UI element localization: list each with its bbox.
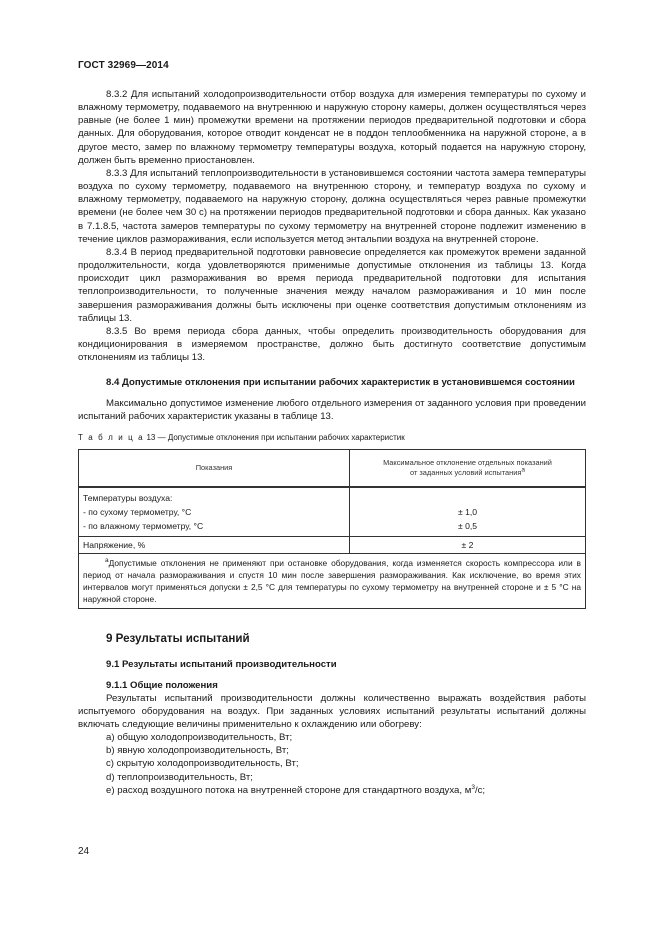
- section-9-title: 9 Результаты испытаний: [106, 631, 250, 645]
- list-item-e-text: е) расход воздушного потока на внутренней стороне для стандартного воздуха, м: [106, 784, 472, 796]
- wet-bulb-value: ± 0,5: [457, 520, 478, 531]
- table-cell-temperature-labels: [79, 487, 350, 537]
- section-9-1-1-title: 9.1.1 Общие положения: [106, 679, 218, 691]
- temperature-group-label: Температуры воздуха:: [83, 492, 173, 503]
- page-body: [78, 88, 586, 797]
- results-list: [78, 731, 586, 797]
- table-row-footnote: [79, 553, 586, 608]
- paragraph-8-3-4: 8.3.4 В период предварительной подготовки равновесие определяется как промежуток времени заданной продолжительности, когда удовлетворяются применимые допустимые отклонения из таблицы 13. Когда происходит цикл размораживания во время периода предварительной подготовки для испытания теплопроизводительности, то полученные значения между началом размораживания и 10 мин после завершения размораживания должны быть исключены при оценке соответствия допустимым отклонениям из таблицы 13.: [78, 246, 586, 324]
- page-number: 24: [78, 846, 90, 857]
- paragraph-8-3-5: 8.3.5 Во время периода сбора данных, чтобы определить производительность оборудования для кондиционирования в измеряемом пространстве, должно быть достигнуто соответствие допустимым отклонениям из таблицы 13.: [78, 325, 586, 364]
- list-item: а) общую холодопроизводительность, Вт;: [106, 732, 293, 744]
- header-line-2: [354, 468, 581, 478]
- table-13-caption: [78, 432, 586, 443]
- table-row-temperatures: [79, 487, 586, 537]
- list-item: b) явную холодопроизводительность, Вт;: [106, 745, 289, 757]
- table-footnote: [79, 553, 586, 608]
- wet-bulb-label: - по влажному термометру, °С: [83, 520, 204, 531]
- header-line-1: Максимальное отклонение отдельных показаний: [383, 457, 552, 467]
- section-8-4-title: 8.4 Допустимые отклонения при испытании рабочих характеристик в установившемся состоянии: [106, 377, 575, 389]
- table-13: [78, 449, 586, 609]
- list-item: c) скрытую холодопроизводительность, Вт;: [106, 758, 299, 770]
- list-item: d) теплопроизводительность, Вт;: [106, 771, 253, 783]
- list-item-e-tail: /с;: [474, 784, 486, 796]
- voltage-label: Напряжение, %: [79, 536, 350, 553]
- unit-superscript: 3: [471, 783, 475, 791]
- footnote-text: Допустимые отклонения не применяют при остановке оборудования, когда изменяется скорость компрессора или в период от начала размораживания и спустя 10 мин после завершения размораживания. Как исключение, во время этих интервалов могут применяться допуски ± 2,5 °С для температуры по сухому термометру на внутренней стороне и ± 5 °С на наружной стороне.: [83, 557, 581, 604]
- table-header-max-deviation: [350, 449, 586, 487]
- footnote-mark: a: [105, 556, 109, 564]
- table-header-row: [79, 449, 586, 487]
- section-9-1-title: 9.1 Результаты испытаний производительности: [106, 658, 337, 670]
- section-9-1-1-intro: Результаты испытаний производительности должны количественно выражать воздействия работы испытуемого оборудования на воздух. При заданных условиях испытаний результаты испытаний должны включать следующие величины применительно к охлаждению или обогреву:: [78, 692, 586, 730]
- section-8-4-text: Максимально допустимое изменение любого отдельного измерения от заданного условия при проведении испытаний рабочих характеристик указаны в таблице 13.: [78, 398, 586, 423]
- table-caption-prefix: Т а б л и ц а: [78, 432, 145, 442]
- paragraph-8-3-3: 8.3.3 Для испытаний теплопроизводительности в установившемся состоянии частота замера температуры воздуха по сухому термометру, подаваемого на внутреннюю сторону, и температур воздуха по сухому и влажному термометру, подаваемого на наружную сторону, должна осуществляться через равные промежутки времени (не более чем 30 с) на протяжении периодов предварительной подготовки и сбора данных. Как указано в 7.1.8.5, частота замеров температуры по сухому термометру на внутренней стороне подлежит изменению в течение циклов размораживания, если используется метод энтальпии воздуха на внутренней стороне.: [78, 167, 586, 245]
- voltage-value: ± 2: [350, 536, 586, 553]
- list-item: [78, 784, 586, 797]
- dry-bulb-label: - по сухому термометру, °С: [83, 506, 192, 517]
- table-cell-temperature-values: [350, 487, 586, 537]
- footnote-ref: a: [521, 466, 525, 474]
- paragraph-8-3-2: 8.3.2 Для испытаний холодопроизводительности отбор воздуха для измерения температуры по сухому и влажному термометру, подаваемого на внутреннюю и наружную сторону камеры, должен осуществляться через равные (не более 1 мин) промежутки времени на протяжении периодов предварительной подготовки и сбора данных. Для оборудования, которое отводит конденсат не в поддон теплообменника на наружной стороне, а в другое место, замер по влажному термометру температуры воздуха, который подается на наружную сторону, должен быть временно приостановлен.: [78, 89, 586, 166]
- document-header: ГОСТ 32969—2014: [78, 60, 169, 71]
- table-caption-text: 13 — Допустимые отклонения при испытании рабочих характеристик: [146, 432, 405, 442]
- header-line-2-text: от заданных условий испытания: [410, 467, 522, 477]
- table-row-voltage: [79, 536, 586, 553]
- dry-bulb-value: ± 1,0: [457, 506, 478, 517]
- table-header-readings: Показания: [79, 449, 350, 487]
